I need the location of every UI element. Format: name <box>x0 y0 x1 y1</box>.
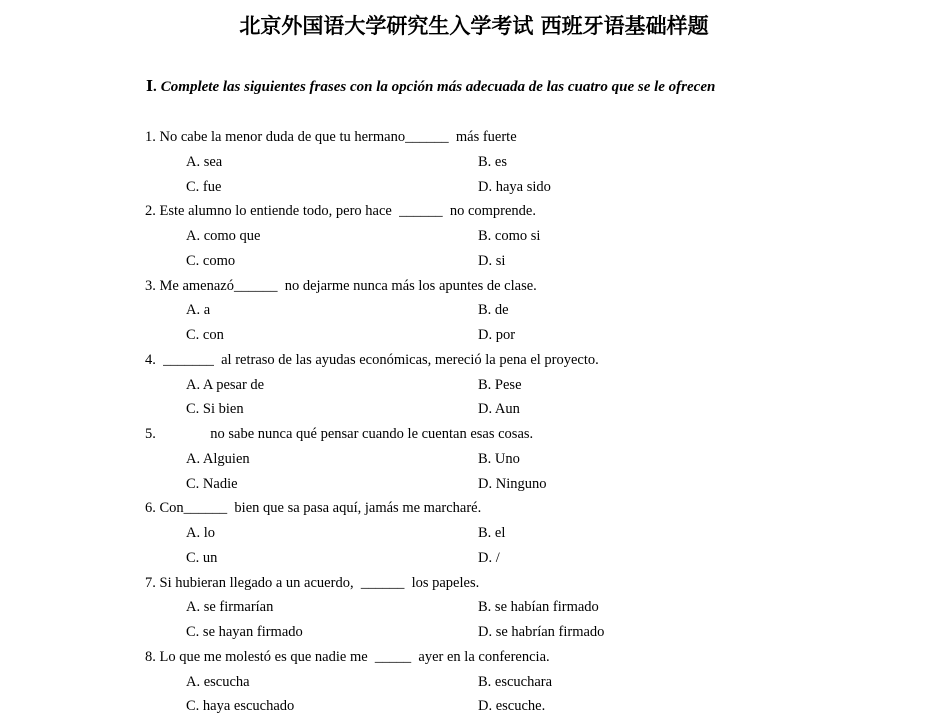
option: D. escuche. <box>478 698 546 715</box>
option-row <box>0 325 948 350</box>
option: A. se firmarían <box>186 599 274 616</box>
question-item <box>0 573 948 598</box>
option: D. si <box>478 252 506 269</box>
option-row <box>0 474 948 499</box>
section-heading <box>146 77 715 96</box>
option: B. es <box>478 153 507 170</box>
option-row <box>0 375 948 400</box>
option: D. Aun <box>478 401 520 418</box>
option: C. haya escuchado <box>186 698 295 715</box>
question-text: 2. Este alumno lo entiende todo, pero hace ______ no comprende. <box>145 203 536 220</box>
option-row <box>0 449 948 474</box>
option-row <box>0 597 948 622</box>
question-text: 5. no sabe nunca qué pensar cuando le cuentan esas cosas. <box>145 426 534 442</box>
option-row <box>0 226 948 251</box>
option-row <box>0 399 948 424</box>
option: C. Si bien <box>186 401 244 418</box>
option: B. se habían firmado <box>478 599 599 616</box>
option: D. se habrían firmado <box>478 624 605 640</box>
option-row <box>0 300 948 325</box>
question-item <box>0 424 948 449</box>
option: B. de <box>478 302 509 319</box>
option-row <box>0 672 948 697</box>
option-row <box>0 523 948 548</box>
option: D. Ninguno <box>478 475 547 492</box>
option: C. Nadie <box>186 475 238 492</box>
option: B. como si <box>478 228 541 244</box>
question-text: 4. _______ al retraso de las ayudas económicas, mereció la pena el proyecto. <box>145 351 599 368</box>
option: C. fue <box>186 178 222 195</box>
option: D. haya sido <box>478 178 551 195</box>
option: A. sea <box>186 153 223 170</box>
option: A. Alguien <box>186 450 250 467</box>
option-row <box>0 177 948 202</box>
question-text: 3. Me amenazó______ no dejarme nunca más los apuntes de clase. <box>145 277 537 294</box>
option: A. lo <box>186 525 215 541</box>
option-row <box>0 251 948 276</box>
section-number: Ⅰ. <box>146 79 157 95</box>
option: D. por <box>478 327 516 343</box>
option: B. escuchara <box>478 673 553 690</box>
question-item <box>0 498 948 523</box>
option: A. a <box>186 302 211 319</box>
option-row <box>0 622 948 647</box>
question-item <box>0 350 948 375</box>
option: A. A pesar de <box>186 376 265 393</box>
question-text: 6. Con______ bien que sa pasa aquí, jamás me marcharé. <box>145 500 482 517</box>
option: B. Uno <box>478 450 520 467</box>
question-item <box>0 276 948 301</box>
option-row <box>0 548 948 573</box>
question-text: 7. Si hubieran llegado a un acuerdo, ______ los papeles. <box>145 574 480 591</box>
option-row <box>0 696 948 721</box>
question-item <box>0 127 948 152</box>
question-item <box>0 201 948 226</box>
option: A. escucha <box>186 673 250 690</box>
option: B. Pese <box>478 376 522 393</box>
option-row <box>0 152 948 177</box>
option: D. / <box>478 549 500 566</box>
question-list <box>0 127 948 721</box>
option: C. como <box>186 252 236 269</box>
section-instruction: Complete las siguientes frases con la opción más adecuada de las cuatro que se le ofrecen <box>160 79 716 95</box>
option: C. con <box>186 327 224 343</box>
option: C. un <box>186 549 218 566</box>
option: A. como que <box>186 228 261 244</box>
question-text: 8. Lo que me molestó es que nadie me _____ ayer en la conferencia. <box>145 648 550 665</box>
option: C. se hayan firmado <box>186 624 303 640</box>
page-title: 北京外国语大学研究生入学考试 西班牙语基础样题 <box>239 13 709 38</box>
question-item <box>0 647 948 672</box>
question-text: 1. No cabe la menor duda de que tu hermano______ más fuerte <box>145 129 517 145</box>
option: B. el <box>478 525 506 541</box>
